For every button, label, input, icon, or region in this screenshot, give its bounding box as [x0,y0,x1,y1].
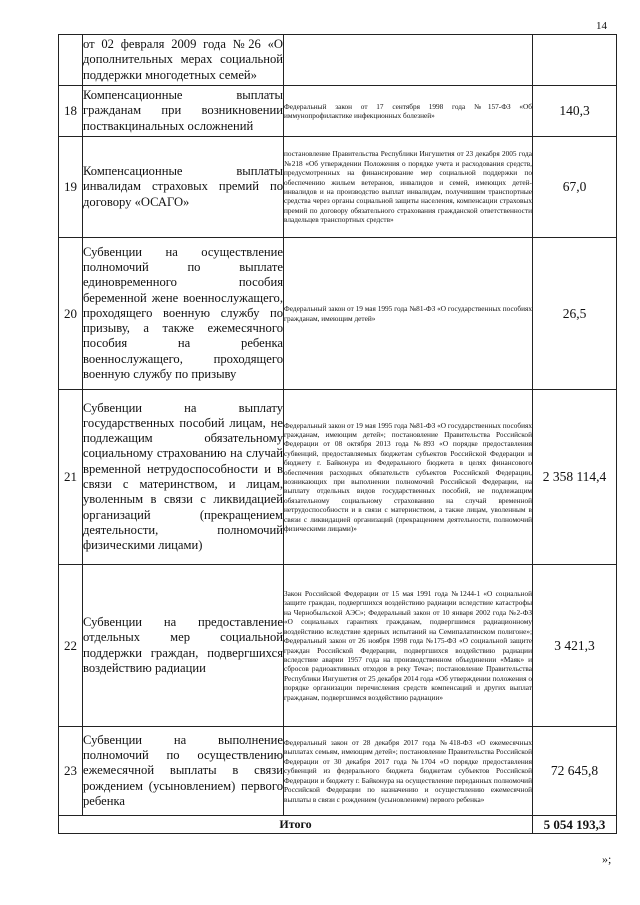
amount [533,35,617,86]
row-number: 20 [59,238,83,390]
amount: 140,3 [533,86,617,137]
amount: 67,0 [533,137,617,238]
row-number: 22 [59,565,83,727]
amount: 72 645,8 [533,727,617,816]
table-row [59,86,617,137]
row-number: 23 [59,727,83,816]
table-row [59,137,617,238]
page-number: 14 [596,20,607,32]
legal-basis: постановление Правительства Республики Ингушетия от 23 декабря 2005 года №218 «Об утверждении Положения о порядке учета и расходования средств, предусмотренных на финансирование мер социальной поддержки по обеспечению жильем ветеранов, инвалидов и семей, имеющих детей-инвалидов и на производство выплат инвалидам, получившим транспортные средства через органы социальной защиты населения, компенсации страховых премий по договору обязательного страхования гражданской ответственности владельцев транспортных средств» [284,137,533,238]
amount: 3 421,3 [533,565,617,727]
table-row [59,238,617,390]
expenditure-name: Субвенции на осуществление полномочий по выплате единовременного пособия беременной жене военнослужащего, проходящего военную службу по призыву, а также ежемесячного пособия на ребенка военнослужащего, проходящего военную службу по призыву [83,238,284,390]
total-amount: 5 054 193,3 [533,816,617,834]
row-number: 18 [59,86,83,137]
legal-basis: Федеральный закон от 17 сентября 1998 года №157-ФЗ «Об иммунопрофилактике инфекционных болезней» [284,86,533,137]
row-number: 21 [59,390,83,565]
legal-basis [284,35,533,86]
expenditure-name: Субвенции на выполнение полномочий по осуществлению ежемесячной выплаты в связи рождением (усыновлением) первого ребенка [83,727,284,816]
row-number: 19 [59,137,83,238]
table-row [59,35,617,86]
expenditure-name: Компенсационные выплаты гражданам при возникновении поствакцинальных осложнений [83,86,284,137]
row-number [59,35,83,86]
amount: 2 358 114,4 [533,390,617,565]
amount: 26,5 [533,238,617,390]
legal-basis: Федеральный закон от 19 мая 1995 года №81-ФЗ «О государственных пособиях гражданам, имеющим детей»; постановление Правительства Российской Федерации от 08 октября 2013 года №893 «О порядке предоставления субвенций, предоставляемых бюджетам субъектов Российской Федерации и бюджету г. Байконура из Федерального бюджета в целях финансового обеспечения расходных обязательств субъектов Российской Федерации, возникающих при выполнении полномочий Российской Федерации, на выплату отдельных видов государственных пособий, не подлежащим обязательному социальному страхованию на случай временной нетрудоспособности и в связи с материнством, а также лицам, уволенным в связи с ликвидацией организаций (прекращением деятельности, полномочий физическими лицами)» [284,390,533,565]
table-row [59,390,617,565]
legal-basis: Федеральный закон от 28 декабря 2017 года №418-ФЗ «О ежемесячных выплатах семьям, имеющим детей»; постановление Правительства Российской Федерации от 30 декабря 2017 года №1704 «О порядке предоставления субвенций из федерального бюджета бюджетам субъектов Российской Федерации и бюджету г. Байконура на осуществление переданных полномочий Российской Федерации по назначению и осуществлению ежемесячной выплаты в связи с рождением (усыновлением) первого ребенка» [284,727,533,816]
total-row [59,816,617,834]
table-row [59,565,617,727]
legal-basis: Федеральный закон от 19 мая 1995 года №81-ФЗ «О государственных пособиях гражданам, имеющим детей» [284,238,533,390]
expenditure-name: Субвенции на выплату государственных пособий лицам, не подлежащим обязательному социальному страхованию на случай временной нетрудоспособности и в связи с материнством, и лицам, уволенным в связи с ликвидацией организаций (прекращением деятельности, полномочий физическими лицами) [83,390,284,565]
expenditure-name: Компенсационные выплаты инвалидам страховых премий по договору «ОСАГО» [83,137,284,238]
appropriations-table [58,34,617,834]
expenditure-name: Субвенции на предоставление отдельных мер социальной поддержки граждан, подвергшихся воздействию радиации [83,565,284,727]
table-row [59,727,617,816]
total-label: Итого [59,816,533,834]
legal-basis: Закон Российской Федерации от 15 мая 1991 года №1244-1 «О социальной защите граждан, подвергшихся воздействию радиации вследствие катастрофы на Чернобыльской АЭС»; Федеральный закон от 10 января 2002 года №2-ФЗ «О социальных гарантиях гражданам, подвергшимся радиационному воздействию вследствие ядерных испытаний на Семипалатинском полигоне»; Федеральный закон от 26 ноября 1998 года №175-ФЗ «О социальной защите граждан Российской Федерации, подвергшихся воздействию радиации вследствие аварии 1957 года на производственном объединении «Маяк» и сбросов радиоактивных отходов в реку Теча»; постановление Правительства Республики Ингушетия от 25 декабря 2014 года «Об утверждении положения о порядке организации перечисления средств компенсаций и других выплат гражданам, подвергшимся воздействию радиации» [284,565,533,727]
expenditure-name: от 02 февраля 2009 года №26 «О дополнительных мерах социальной поддержки многодетных семей» [83,35,284,86]
closing-quote-mark: »; [602,852,612,866]
